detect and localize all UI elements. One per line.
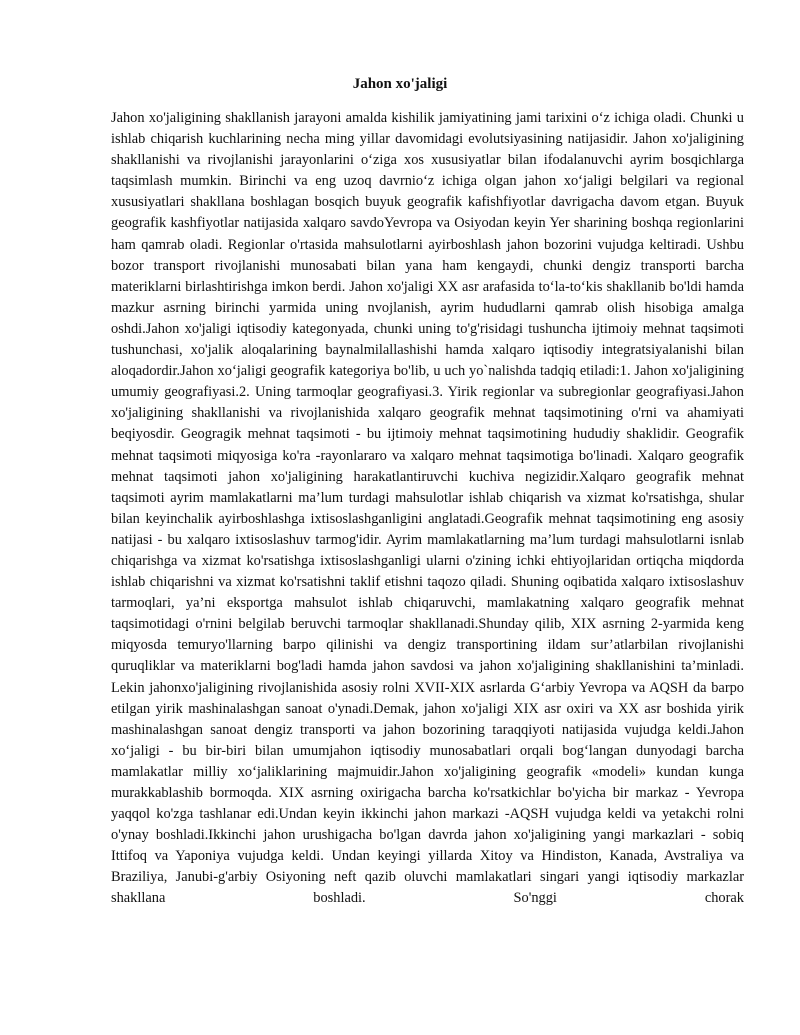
body-paragraph: Jahon xo'jaligining shakllanish jarayoni amalda kishilik jamiyatining jami tarixini o‘z ichiga oladi. Chunki u ishlab chiqarish kuchlarining necha ming yillar davomidagi evolutsiyasining natijasidir. Jahon xo'jaligining shakllanishi va rivojlanishi jarayonlarini o‘ziga xos xususiyatlar bilan ifodalanuvchi ayrim bosqichlarga taqsimlash mumkin. Birinchi va eng uzoq davrnio‘z ichiga olgan jahon xo‘jaligi belgilari va regional xususiyatlari shakllana boshlagan bosqich buyuk geografik kafishfiyotlar davrigacha davom etgan. Buyuk geografik kashfiyotlar natijasida xalqaro savdoYevropa va Osiyodan keyin Yer sharining boshqa regionlarini ham qamrab oladi. Regionlar o'rtasida mahsulotlarni ayirboshlash jahon bozorini vujudga keltiradi. Ushbu bozor transport rivojlanishi munosabati bilan yana ham kengaydi, chunki dengiz transporti barcha materiklarni birlashtirishga imkon berdi. Jahon xo'jaligi XX asr arafasida to‘la-to‘kis shakllanib bo'ldi hamda mazkur asrning birinchi yarmida uning nvojlanish, ayrim hududlarni qamrab olish hisobiga amalga oshdi.Jahon xo'jaligi iqtisodiy kategonyada, chunki uning to'g'risidagi tushuncha ijtimoiy mehnat taqsimoti tushunchasi, xo'jalik aloqalarining baynalmilallashishi hamda xalqaro iqtisodiy integratsiyalanishi bilan aloqadordir.Jahon xo‘jaligi geografik kategoriya bo'lib, u uch yo`nalishda tadqiq etiladi:1. Jahon xo'jaligining umumiy geografiyasi.2. Uning tarmoqlar geografiyasi.3. Yirik regionlar va subregionlar geografiyasi.Jahon xo'jaligining shakllanishi va rivojlanishida xalqaro geografik mehnat taqsimotining o'rni va ahamiyati beqiyosdir. Geogragik mehnat taqsimoti - bu ijtimoiy mehnat taqsimotining hududiy shaklidir. Geografik mehnat taqsimoti miqyosiga ko'ra -rayonlararo va xalqaro mehnat taqsimotiga bo'linadi. Xalqaro geografik mehnat taqsimoti jahon xo'jaligining harakatlantiruvchi kuchiva negizidir.Xalqaro geografik mehnat taqsimoti ayrim mamlakatlarni ma’lum turdagi mahsulotlar ishlab chiqarish va xizmat ko'rsatishga, shular bilan keyinchalik ayirboshlashga ixtisoslashganligini anglatadi.Geografik mehnat taqsimotining eng asosiy natijasi - bu xalqaro ixtisoslashuv tarmog'idir. Ayrim mamlakatlarning ma’lum turdagi mahsulotlarni isnlab chiqarishga va xizmat ko'rsatishga ixtisoslashganligi ularni o'zining ichki ehtiyojlaridan ortiqcha miqdorda ishlab chiqarishni va xizmat ko'rsatishni taklif etishni taqozo qiladi. Shuning oqibatida xalqaro ixtisoslashuv tarmoqlari, ya’ni eksportga mahsulot ishlab chiqaruvchi, mamlakatning xalqaro geografik mehnat taqsimotidagi o'rnini belgilab beruvchi tarmoqlar shakllanadi.Shunday qilib, XIX asrning 2-yarmida keng miqyosda temuryo'llarning barpo qilinishi va dengiz transportining ildam sur’atlarbilan rivojlanishi quruqliklar va materiklarni bog'ladi hamda jahon savdosi va jahon xo'jaligining shakllanishini ta’minladi. Lekin jahonxo'jaligining rivojlanishida asosiy rolni XVII-XIX asrlarda G‘arbiy Yevropa va AQSH da barpo etilgan yirik mashinalashgan sanoat o'ynadi.Demak, jahon xo'jaligi XIX asr oxiri va XX asr boshida yirik mashinalashgan sanoat dengiz transporti va jahon bozorining taraqqiyoti natijasida vujudga keldi.Jahon xo‘jaligi - bu bir-biri bilan umumjahon iqtisodiy munosabatlari orqali bog‘langan dunyodagi barcha mamlakatlar milliy xo‘jaliklarining majmuidir.Jahon xo'jaligining geografik «modeli» kundan kunga murakkablashib bormoqda. XIX asrning oxirigacha barcha ko'rsatkichlar bo'yicha bir markaz - Yevropa yaqqol ko'zga tashlanar edi.Undan keyin ikkinchi jahon markazi -AQSH vujudga keldi va yetakchi rolni o'ynay boshladi.Ikkinchi jahon urushigacha bo'lgan davrda jahon xo'jaligining yangi markazlari - sobiq Ittifoq va Yaponiya vujudga keldi. Undan keyingi yillarda Xitoy va Hindiston, Kanada, Avstraliya va Braziliya, Janubi-g'arbiy Osiyoning neft qazib oluvchi mamlakatlari singari yangi iqtisodiy markazlar shakllana boshladi. So'nggi chorak: [111, 110, 744, 907]
page-title: Jahon xo'jaligi: [352, 76, 448, 92]
